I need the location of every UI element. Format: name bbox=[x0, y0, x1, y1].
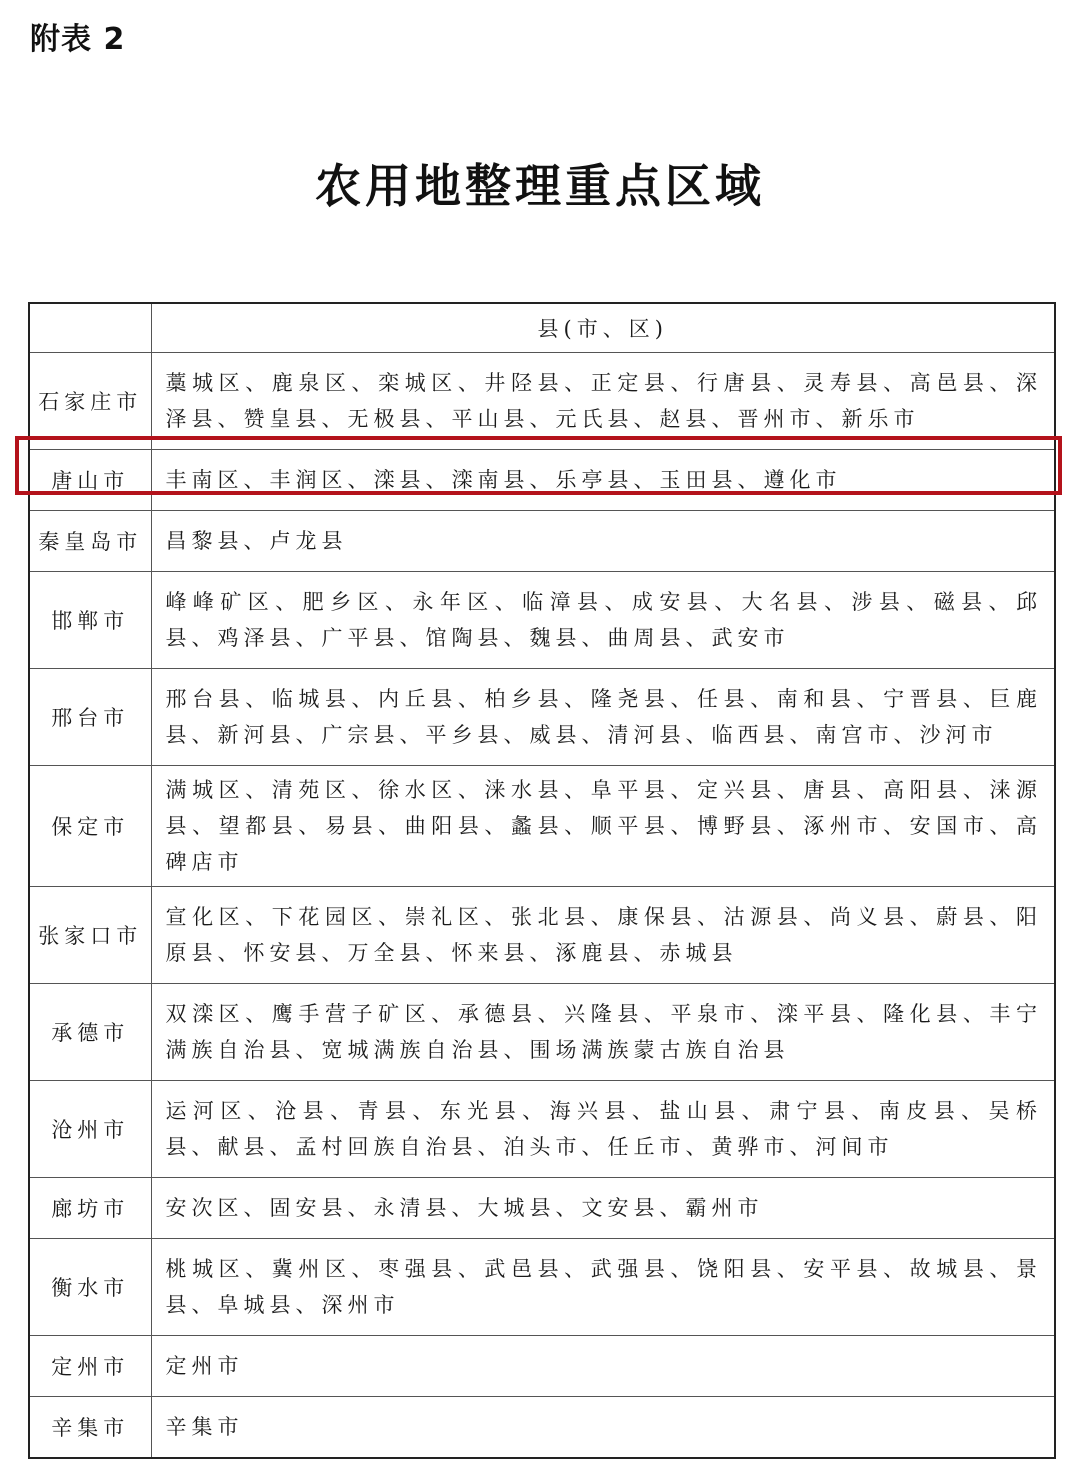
table-row bbox=[29, 984, 1055, 1081]
counties-cell: 桃城区、冀州区、枣强县、武邑县、武强县、饶阳县、安平县、故城县、景县、阜城县、深州市 bbox=[151, 1239, 1055, 1336]
table-row bbox=[29, 1336, 1055, 1397]
city-cell: 邯郸市 bbox=[29, 572, 151, 669]
table-row bbox=[29, 572, 1055, 669]
table-header-row bbox=[29, 303, 1055, 353]
city-cell: 石家庄市 bbox=[29, 353, 151, 450]
city-cell: 张家口市 bbox=[29, 887, 151, 984]
city-cell: 辛集市 bbox=[29, 1397, 151, 1459]
header-blank-cell bbox=[29, 303, 151, 353]
page-title: 农用地整理重点区域 bbox=[315, 159, 765, 213]
table-row bbox=[29, 1239, 1055, 1336]
counties-cell: 安次区、固安县、永清县、大城县、文安县、霸州市 bbox=[151, 1178, 1055, 1239]
table-row bbox=[29, 353, 1055, 450]
header-counties-label: 县(市、区) bbox=[151, 303, 1055, 353]
table-row bbox=[29, 1397, 1055, 1459]
table-row bbox=[29, 766, 1055, 887]
city-cell: 廊坊市 bbox=[29, 1178, 151, 1239]
city-cell: 沧州市 bbox=[29, 1081, 151, 1178]
city-cell: 衡水市 bbox=[29, 1239, 151, 1336]
counties-cell: 定州市 bbox=[151, 1336, 1055, 1397]
city-cell: 承德市 bbox=[29, 984, 151, 1081]
city-cell: 秦皇岛市 bbox=[29, 511, 151, 572]
city-cell: 邢台市 bbox=[29, 669, 151, 766]
counties-cell: 满城区、清苑区、徐水区、涞水县、阜平县、定兴县、唐县、高阳县、涞源县、望都县、易县、曲阳县、蠡县、顺平县、博野县、涿州市、安国市、高碑店市 bbox=[151, 766, 1055, 887]
table-row bbox=[29, 511, 1055, 572]
counties-cell: 辛集市 bbox=[151, 1397, 1055, 1459]
regions-table bbox=[28, 302, 1056, 1459]
counties-cell: 宣化区、下花园区、崇礼区、张北县、康保县、沽源县、尚义县、蔚县、阳原县、怀安县、万全县、怀来县、涿鹿县、赤城县 bbox=[151, 887, 1055, 984]
counties-cell: 邢台县、临城县、内丘县、柏乡县、隆尧县、任县、南和县、宁晋县、巨鹿县、新河县、广宗县、平乡县、威县、清河县、临西县、南宫市、沙河市 bbox=[151, 669, 1055, 766]
counties-cell: 丰南区、丰润区、滦县、滦南县、乐亭县、玉田县、遵化市 bbox=[151, 450, 1055, 511]
table-row bbox=[29, 669, 1055, 766]
counties-cell: 双滦区、鹰手营子矿区、承德县、兴隆县、平泉市、滦平县、隆化县、丰宁满族自治县、宽城满族自治县、围场满族蒙古族自治县 bbox=[151, 984, 1055, 1081]
table-row bbox=[29, 1178, 1055, 1239]
table-row bbox=[29, 887, 1055, 984]
city-cell: 定州市 bbox=[29, 1336, 151, 1397]
counties-cell: 藁城区、鹿泉区、栾城区、井陉县、正定县、行唐县、灵寿县、高邑县、深泽县、赞皇县、无极县、平山县、元氏县、赵县、晋州市、新乐市 bbox=[151, 353, 1055, 450]
counties-cell: 昌黎县、卢龙县 bbox=[151, 511, 1055, 572]
table-row bbox=[29, 450, 1055, 511]
counties-cell: 运河区、沧县、青县、东光县、海兴县、盐山县、肃宁县、南皮县、吴桥县、献县、孟村回族自治县、泊头市、任丘市、黄骅市、河间市 bbox=[151, 1081, 1055, 1178]
city-cell: 保定市 bbox=[29, 766, 151, 887]
appendix-label: 附表 2 bbox=[30, 22, 126, 57]
city-cell: 唐山市 bbox=[29, 450, 151, 511]
counties-cell: 峰峰矿区、肥乡区、永年区、临漳县、成安县、大名县、涉县、磁县、邱县、鸡泽县、广平县、馆陶县、魏县、曲周县、武安市 bbox=[151, 572, 1055, 669]
table-row bbox=[29, 1081, 1055, 1178]
